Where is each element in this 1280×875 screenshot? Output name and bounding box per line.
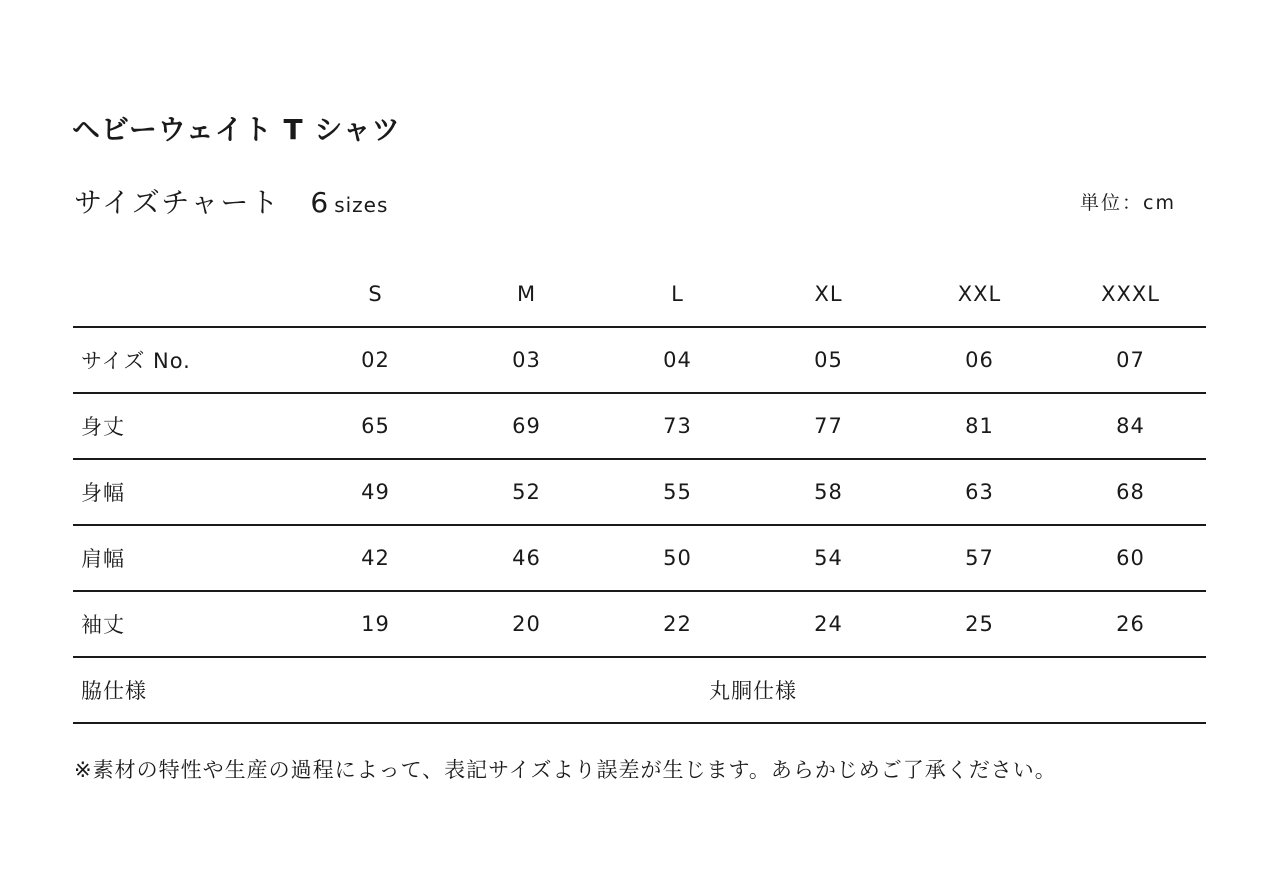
header-empty-cell bbox=[73, 262, 300, 327]
table-header-row bbox=[73, 262, 1206, 327]
table-cell: 04 bbox=[602, 327, 753, 393]
column-header: L bbox=[602, 262, 753, 327]
table-cell: 84 bbox=[1055, 393, 1206, 459]
table-cell: 19 bbox=[300, 591, 451, 657]
disclaimer-note: ※素材の特性や生産の過程によって、表記サイズより誤差が生じます。あらかじめご了承ください。 bbox=[74, 758, 1057, 782]
table-cell: 81 bbox=[904, 393, 1055, 459]
table-row bbox=[73, 327, 1206, 393]
size-chart-heading bbox=[74, 181, 388, 221]
table-cell: 02 bbox=[300, 327, 451, 393]
size-table bbox=[73, 262, 1206, 724]
table-cell: 25 bbox=[904, 591, 1055, 657]
table-cell: 54 bbox=[753, 525, 904, 591]
table-row bbox=[73, 393, 1206, 459]
table-cell: 58 bbox=[753, 459, 904, 525]
unit-label: 単位：cm bbox=[1080, 192, 1176, 214]
table-cell: 57 bbox=[904, 525, 1055, 591]
column-header: M bbox=[451, 262, 602, 327]
row-label: 身丈 bbox=[73, 393, 300, 459]
table-cell: 22 bbox=[602, 591, 753, 657]
table-cell: 63 bbox=[904, 459, 1055, 525]
table-cell: 05 bbox=[753, 327, 904, 393]
size-count: 6 bbox=[310, 186, 329, 219]
column-header: S bbox=[300, 262, 451, 327]
product-title: ヘビーウェイト T シャツ bbox=[72, 113, 401, 146]
table-cell: 73 bbox=[602, 393, 753, 459]
column-header: XL bbox=[753, 262, 904, 327]
table-row-side-spec bbox=[73, 657, 1206, 723]
column-header: XXXL bbox=[1055, 262, 1206, 327]
table-cell: 49 bbox=[300, 459, 451, 525]
table-cell: 60 bbox=[1055, 525, 1206, 591]
table-cell: 52 bbox=[451, 459, 602, 525]
table-cell: 50 bbox=[602, 525, 753, 591]
size-chart-title: サイズチャート bbox=[74, 186, 281, 219]
size-count-unit: sizes bbox=[334, 193, 389, 217]
table-cell: 24 bbox=[753, 591, 904, 657]
row-label: 脇仕様 bbox=[73, 657, 300, 723]
row-label: 身幅 bbox=[73, 459, 300, 525]
table-cell: 26 bbox=[1055, 591, 1206, 657]
table-row bbox=[73, 459, 1206, 525]
table-cell: 55 bbox=[602, 459, 753, 525]
table-cell: 68 bbox=[1055, 459, 1206, 525]
row-label: サイズ No. bbox=[73, 327, 300, 393]
row-label: 肩幅 bbox=[73, 525, 300, 591]
side-spec-value: 丸胴仕様 bbox=[300, 657, 1206, 723]
table-cell: 42 bbox=[300, 525, 451, 591]
table-cell: 20 bbox=[451, 591, 602, 657]
table-cell: 46 bbox=[451, 525, 602, 591]
table-cell: 07 bbox=[1055, 327, 1206, 393]
table-cell: 06 bbox=[904, 327, 1055, 393]
table-cell: 69 bbox=[451, 393, 602, 459]
table-row bbox=[73, 591, 1206, 657]
row-label: 袖丈 bbox=[73, 591, 300, 657]
table-cell: 03 bbox=[451, 327, 602, 393]
column-header: XXL bbox=[904, 262, 1055, 327]
table-cell: 77 bbox=[753, 393, 904, 459]
table-cell: 65 bbox=[300, 393, 451, 459]
table-row bbox=[73, 525, 1206, 591]
